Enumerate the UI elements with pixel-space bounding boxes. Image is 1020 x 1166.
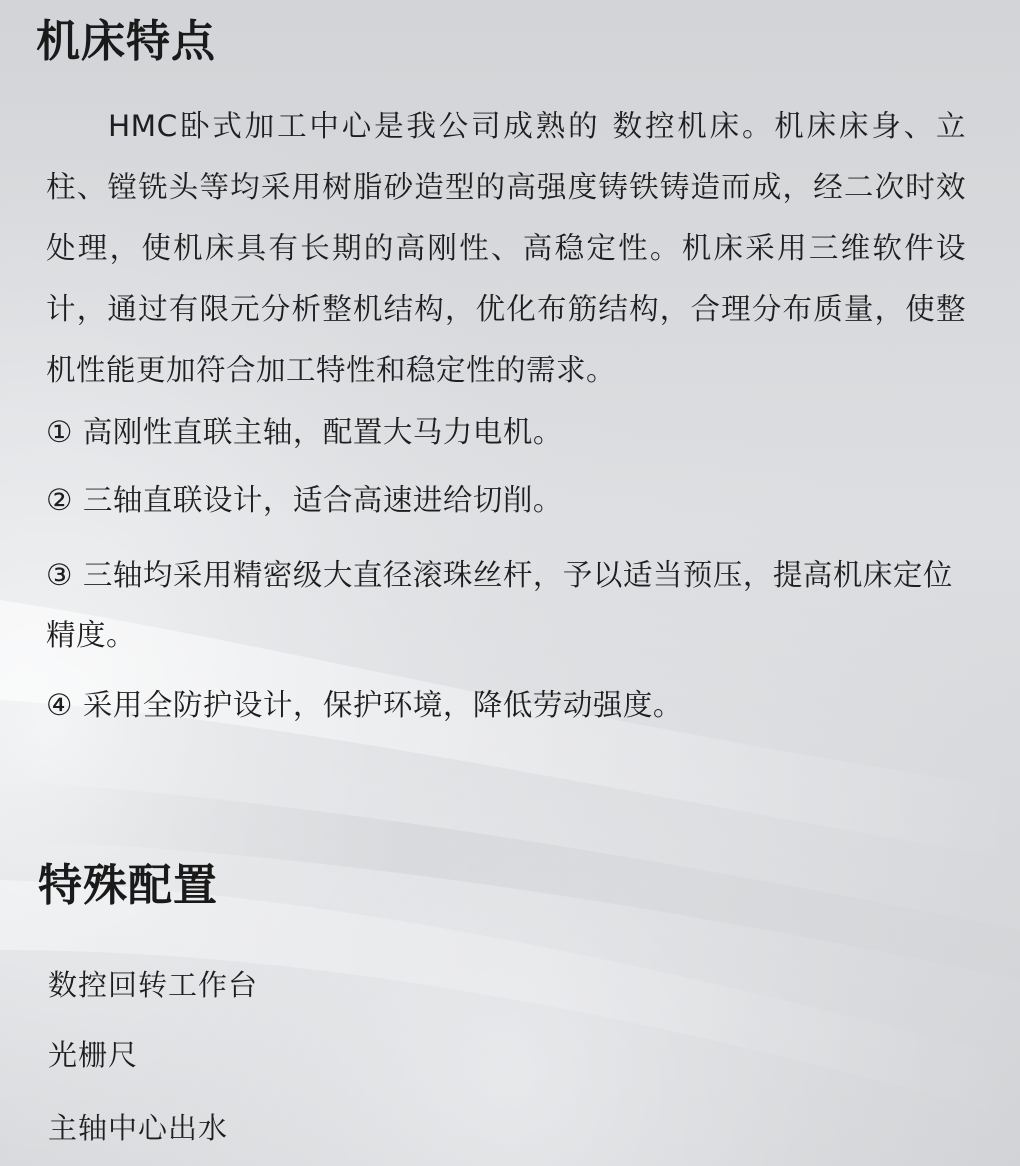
- config-item-rotary-table: 数控回转工作台: [48, 968, 259, 1002]
- feature-item-direct-drive: ② 三轴直联设计，适合高速进给切削。: [46, 483, 563, 517]
- config-item-through-spindle-coolant: 主轴中心出水: [48, 1111, 229, 1145]
- config-item-linear-scale: 光栅尺: [48, 1038, 139, 1072]
- feature-item-ball-screw: ③ 三轴均采用精密级大直径滚珠丝杆，予以适当预压，提高机床定位精度。: [46, 558, 953, 652]
- feature-item-full-guard: ④ 采用全防护设计，保护环境，降低劳动强度。: [46, 688, 683, 722]
- machine-features-heading: 机床特点: [36, 16, 216, 67]
- machine-features-intro: HMC卧式加工中心是我公司成熟的 数控机床。机床床身、立柱、镗铣头等均采用树脂砂造型的高强度铸铁铸造而成，经二次时效处理，使机床具有长期的高刚性、高稳定性。机床采用三维软件设计，通过有限元分析整机结构，优化布筋结构，合理分布质量，使整机性能更加符合加工特性和稳定性的需求。: [46, 109, 966, 387]
- special-configuration-heading: 特殊配置: [38, 860, 218, 911]
- feature-item-spindle: ① 高刚性直联主轴，配置大马力电机。: [46, 415, 563, 449]
